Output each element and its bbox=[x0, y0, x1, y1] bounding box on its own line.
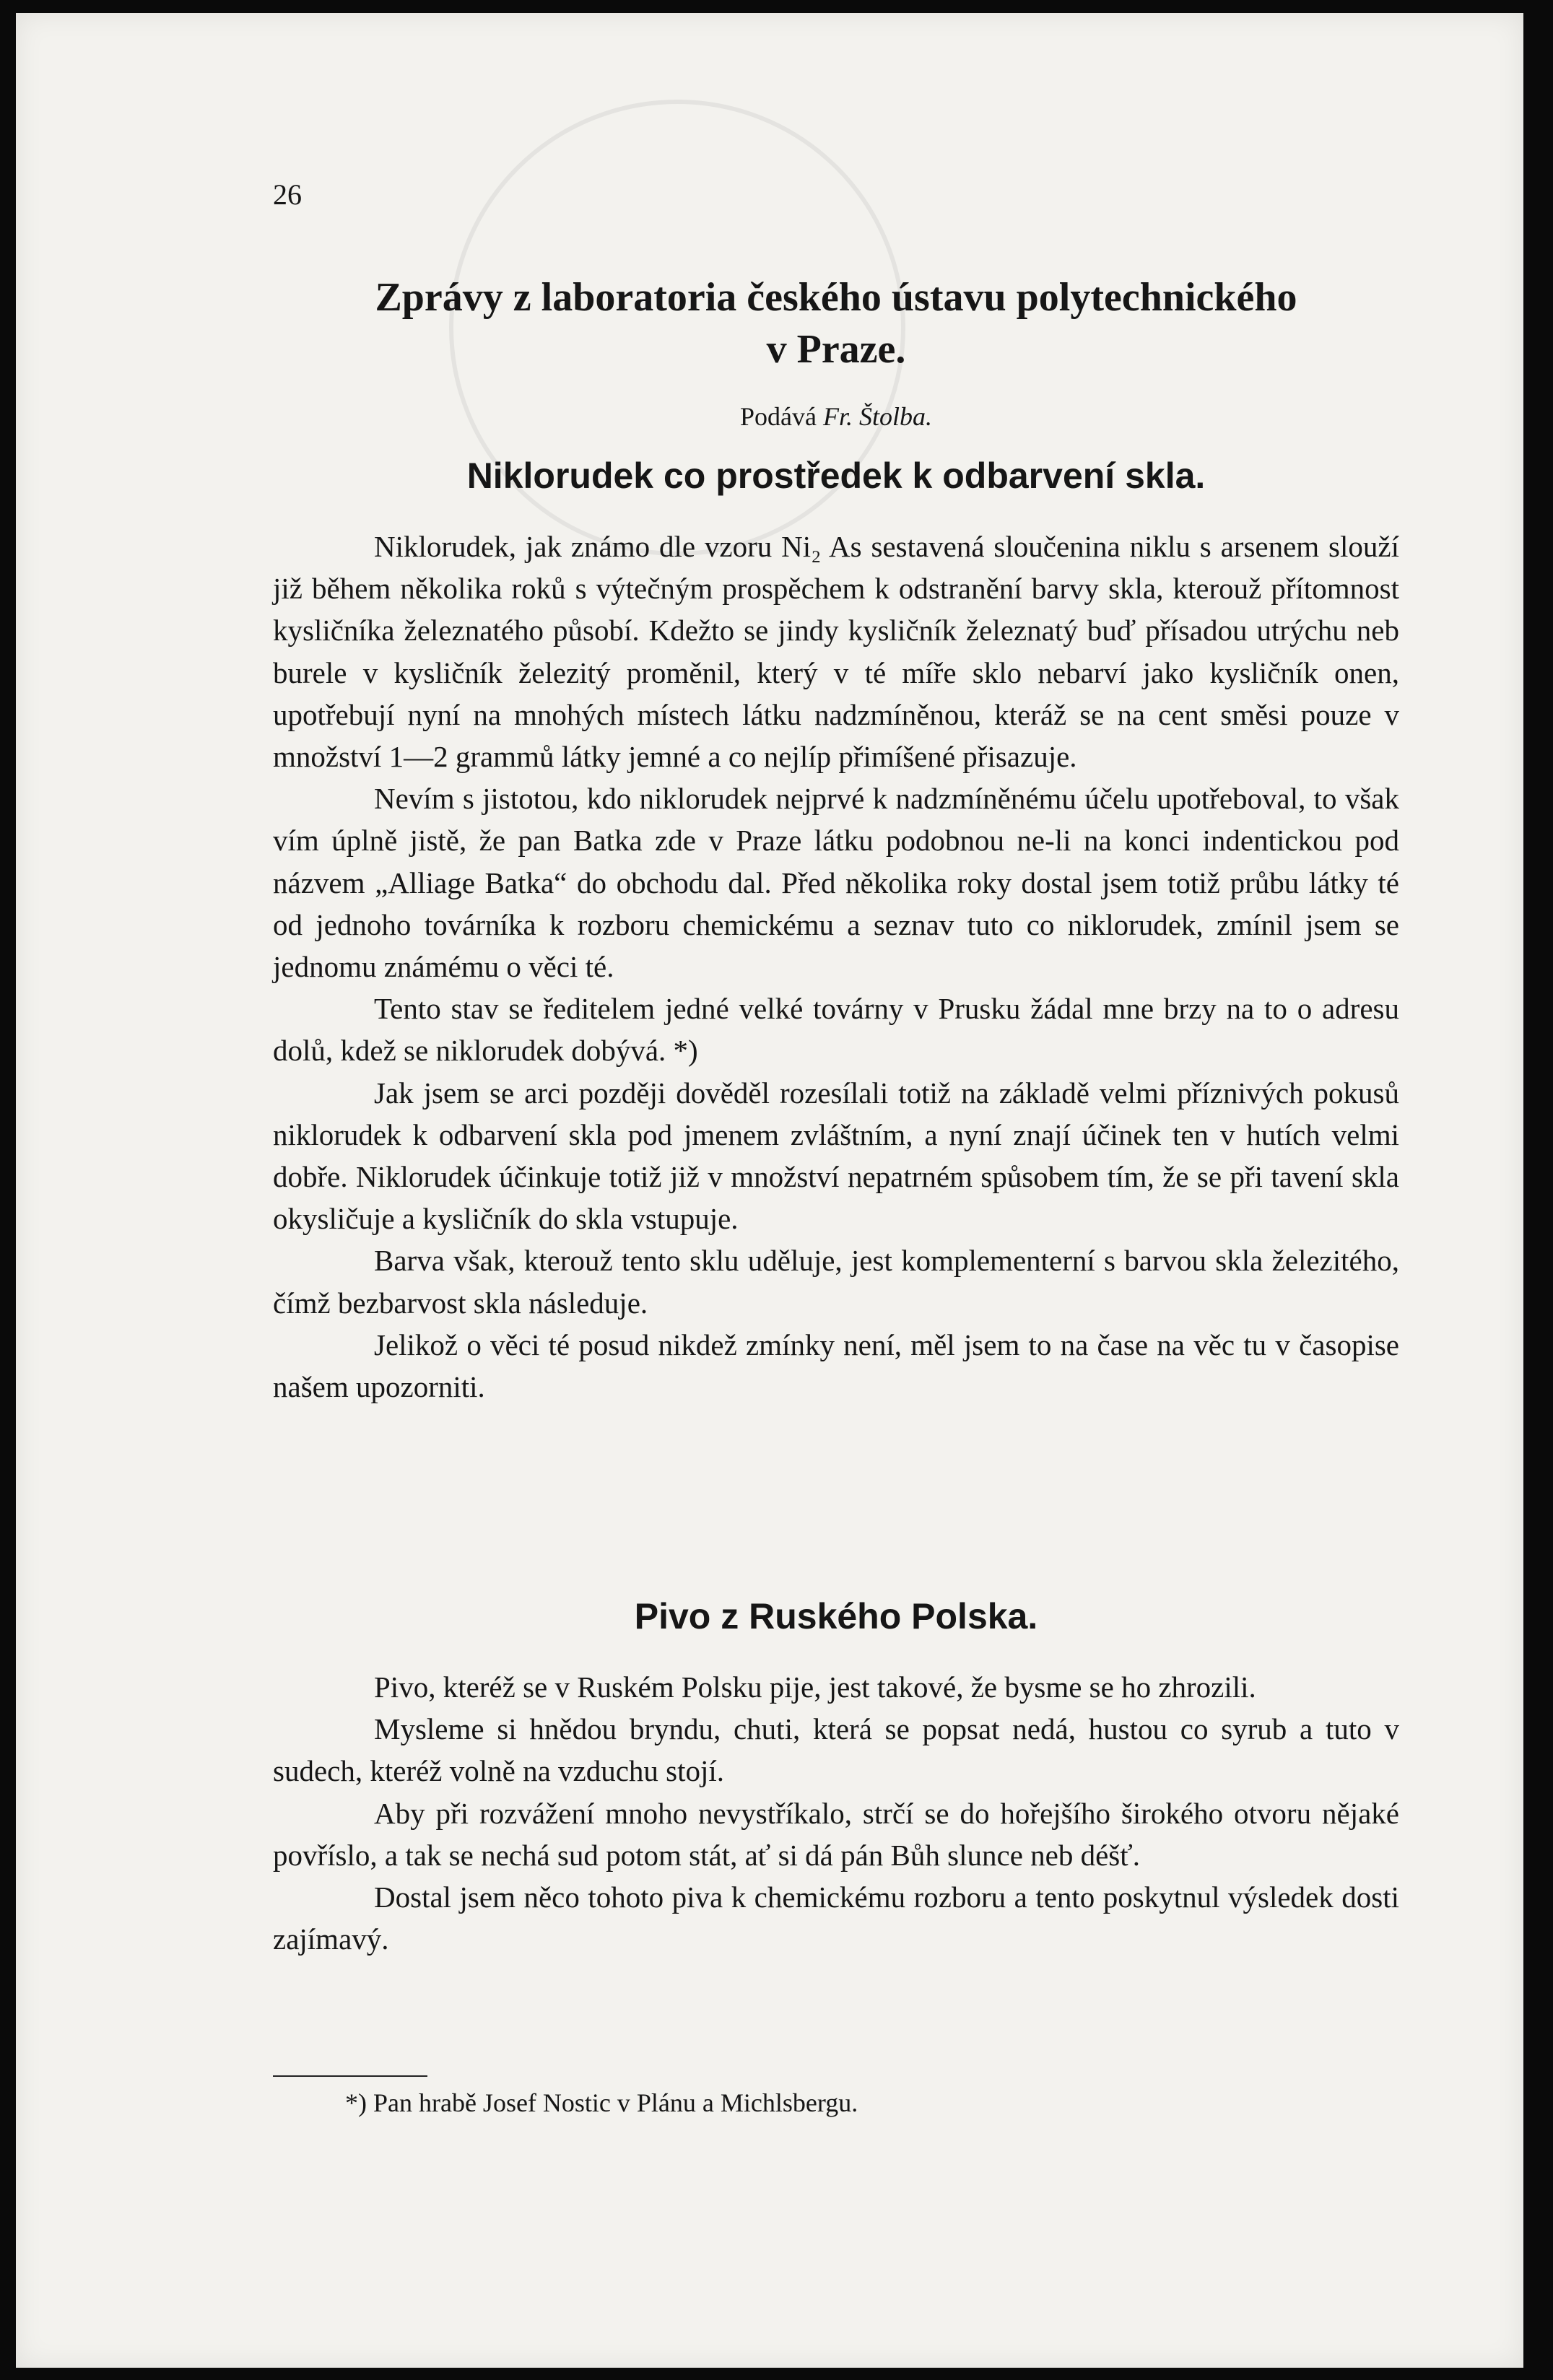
paragraph: Barva však, kterouž tento sklu uděluje, jest komplementerní s barvou skla železitého, čímž bezbarvost skla následuje. bbox=[273, 1244, 1399, 1320]
paragraph: Tento stav se ředitelem jedné velké továrny v Prusku žádal mne brzy na to o adresu dolů, kdež se niklorudek dobývá. *) bbox=[273, 992, 1399, 1068]
byline bbox=[273, 401, 1399, 432]
paragraph: Nevím s jistotou, kdo niklorudek nejprvé k nadzmíněnému účelu upotřeboval, to však vím úplně jistě, že pan Batka zde v Praze látku podobnou ne-li na konci indentickou pod názvem „Alliage Batka“ do obchodu dal. Před několika roky dostal jsem totiž průbu látky té od jednoho továrníka k rozboru chemickému a seznav tuto co niklorudek, zmínil jsem se jednomu známému o věci té. bbox=[273, 782, 1399, 984]
paragraph: Dostal jsem něco tohoto piva k chemickému rozboru a tento poskytnul výsledek dosti zajímavý. bbox=[273, 1880, 1399, 1956]
page-sheet bbox=[16, 13, 1523, 2368]
article-title bbox=[273, 271, 1399, 375]
section-body-niklorudek bbox=[273, 526, 1399, 1408]
paragraph: Mysleme si hnědou bryndu, chuti, která se popsat nedá, hustou co syrub a tuto v sudech, kteréž volně na vzduchu stojí. bbox=[273, 1712, 1399, 1788]
section-body-pivo bbox=[273, 1666, 1399, 1960]
paragraph: Jak jsem se arci později dověděl rozesílali totiž na základě velmi příznivých pokusů niklorudek k odbarvení skla pod jmenem zvláštním, a nyní znají účinek ten v hutích velmi dobře. Niklorudek účinkuje totiž již v množství nepatrném spůsobem tím, že se při tavení skla okysličuje a kysličník do skla vstupuje. bbox=[273, 1076, 1399, 1236]
section-title-pivo: Pivo z Ruského Polska. bbox=[634, 1596, 1038, 1636]
article-title-line-1: Zprávy z laboratoria českého ústavu polytechnického bbox=[375, 275, 1297, 320]
footnote: *) Pan hrabě Josef Nostic v Plánu a Michlsbergu. bbox=[345, 2088, 858, 2117]
paragraph: Pivo, kteréž se v Ruském Polsku pije, jest takové, že bysme se ho zhrozili. bbox=[374, 1670, 1256, 1704]
article-title-line-2: v Praze. bbox=[766, 327, 906, 372]
footnote-divider bbox=[273, 2075, 427, 2077]
page-number: 26 bbox=[273, 178, 302, 211]
paragraph: Aby při rozvážení mnoho nevystříkalo, strčí se do hořejšího širokého otvoru nějaké povříslo, a tak se nechá sud potom stát, ať si dá pán Bůh slunce neb déšť. bbox=[273, 1796, 1399, 1872]
byline-prefix: Podává bbox=[740, 402, 817, 431]
section-title-niklorudek: Niklorudek co prostředek k odbarvení skla. bbox=[466, 455, 1206, 496]
paragraph: Jelikož o věci té posud nikdež zmínky není, měl jsem to na čase na věc tu v časopise našem upozorniti. bbox=[273, 1328, 1399, 1404]
byline-author: Fr. Štolba. bbox=[822, 402, 932, 431]
paragraph: Niklorudek, jak známo dle vzoru Ni₂ As sestavená sloučenina niklu s arsenem slouží již během několika roků s výtečným prospěchem k odstranění barvy skla, kterouž přítomnost kysličníka železnatého působí. Kdežto se jindy kysličník železnatý buď přísadou utrýchu neb burele v kysličník železitý proměnil, který v té míře sklo nebarví jako kysličník onen, upotřebují nyní na mnohých místech látku nadzmíněnou, kteráž se na cent směsi pouze v množství 1—2 grammů látky jemné a co nejlíp přimíšené přisazuje. bbox=[273, 530, 1399, 774]
